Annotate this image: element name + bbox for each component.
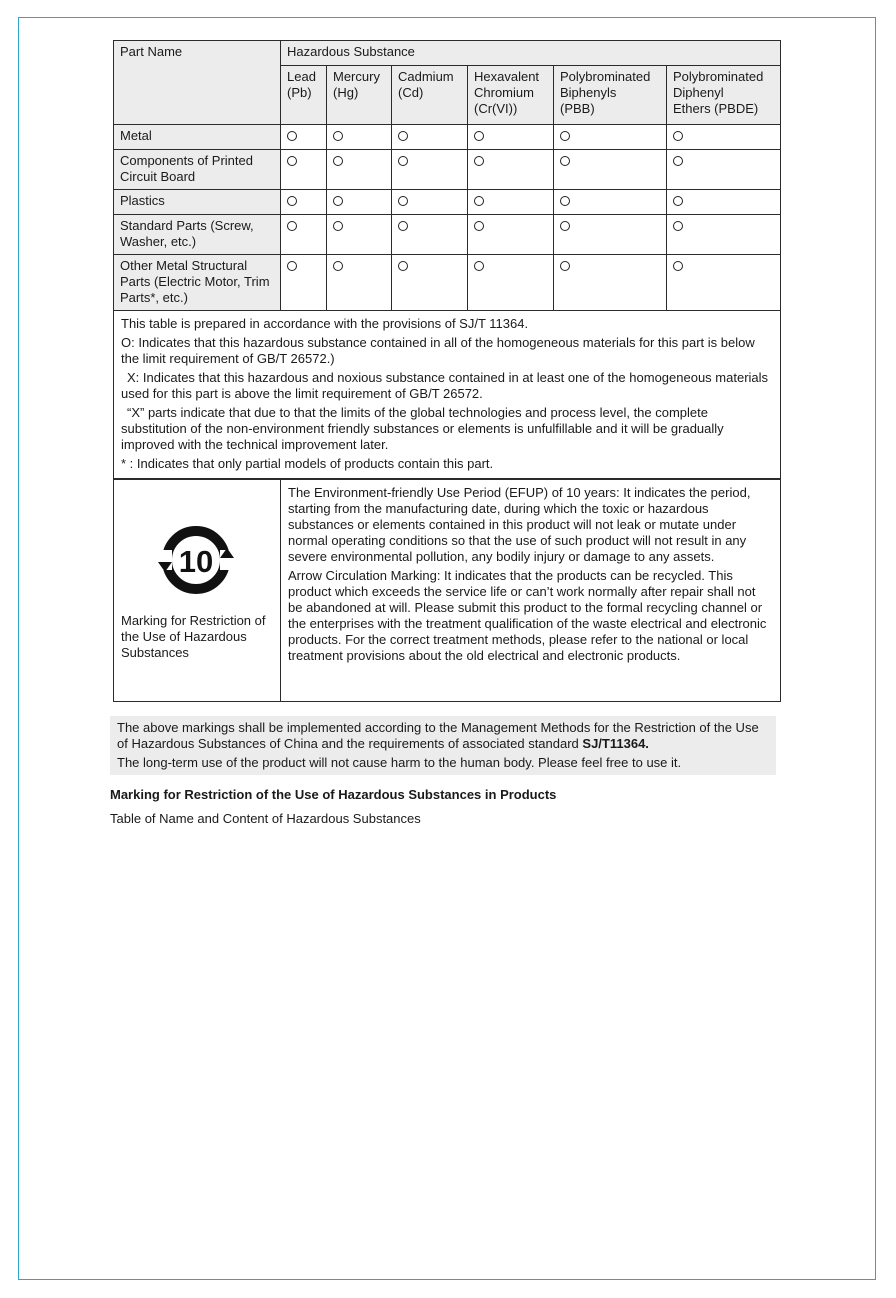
circle-mark-icon — [474, 196, 484, 206]
compliance-mark-cell — [554, 190, 667, 215]
table-row — [114, 190, 781, 215]
compliance-mark-cell — [392, 125, 468, 150]
compliance-mark-cell — [327, 215, 392, 255]
compliance-mark-cell — [468, 125, 554, 150]
efup-label: Marking for Restriction of the Use of Hazardous Substances — [121, 612, 266, 660]
compliance-mark-cell — [392, 190, 468, 215]
compliance-mark-cell — [281, 190, 327, 215]
substance-header-0: Lead (Pb) — [281, 66, 327, 125]
substance-header-1: Mercury (Hg) — [327, 66, 392, 125]
compliance-mark-cell — [468, 255, 554, 311]
note-o-definition: O: Indicates that this hazardous substance contained in all of the homogeneous materials for this part is below the limit requirement of GB/T 26572.) — [121, 335, 755, 366]
compliance-mark-cell — [667, 255, 781, 311]
compliance-standard: SJ/T11364. — [582, 736, 649, 751]
arrow-circulation-text: Arrow Circulation Marking: It indicates that the products can be recycled. This product which exceeds the service life or can’t work normally after repair shall not be abandoned at will. Please submit this product to the formal recycling channel or the enterprises with the treatment qualification of the waste electrical and electronic products. For the correct treatment methods, please refer to the national or local treatment provisions about the old electrical and electronic products. — [288, 568, 767, 663]
compliance-mark-cell — [554, 150, 667, 190]
part-name-cell: Plastics — [114, 190, 281, 215]
circle-mark-icon — [333, 156, 343, 166]
compliance-notice — [110, 716, 776, 775]
section-title: Marking for Restriction of the Use of Hazardous Substances in Products — [110, 787, 557, 802]
part-name-cell: Components of Printed Circuit Board — [114, 150, 281, 190]
compliance-line-2: The long-term use of the product will not cause harm to the human body. Please feel free to use it. — [117, 755, 682, 770]
part-name-cell: Metal — [114, 125, 281, 150]
compliance-mark-cell — [327, 125, 392, 150]
part-name-cell: Other Metal Structural Parts (Electric Motor, Trim Parts*, etc.) — [114, 255, 281, 311]
circle-mark-icon — [673, 261, 683, 271]
compliance-mark-cell — [468, 215, 554, 255]
compliance-mark-cell — [281, 125, 327, 150]
note-standard: This table is prepared in accordance with the provisions of SJ/T 11364. — [121, 316, 529, 331]
compliance-mark-cell — [327, 190, 392, 215]
compliance-mark-cell — [667, 190, 781, 215]
section-subtitle: Table of Name and Content of Hazardous Substances — [110, 811, 421, 826]
efup-period-text: The Environment-friendly Use Period (EFUP) of 10 years: It indicates the period, starting from the manufacturing date, during which the toxic or hazardous substances or elements contained in this product will not leak or mutate under normal operating conditions so that the use of such product will not result in any severe environmental pollution, any bodily injury or damage to any assets. — [288, 485, 751, 564]
compliance-mark-cell — [392, 255, 468, 311]
circle-mark-icon — [333, 196, 343, 206]
circle-mark-icon — [474, 156, 484, 166]
table-row — [114, 150, 781, 190]
compliance-mark-cell — [554, 215, 667, 255]
hazardous-substance-header: Hazardous Substance — [281, 41, 781, 66]
circle-mark-icon — [287, 131, 297, 141]
efup-description-cell — [281, 479, 781, 701]
substance-header-2: Cadmium (Cd) — [392, 66, 468, 125]
circle-mark-icon — [287, 221, 297, 231]
circle-mark-icon — [287, 196, 297, 206]
circle-mark-icon — [673, 196, 683, 206]
efup-number: 10 — [178, 544, 214, 579]
circle-mark-icon — [398, 261, 408, 271]
circle-mark-icon — [287, 261, 297, 271]
circle-mark-icon — [560, 261, 570, 271]
note-asterisk: * : Indicates that only partial models of products contain this part. — [121, 456, 494, 471]
substance-header-4: Polybrominated Biphenyls (PBB) — [554, 66, 667, 125]
compliance-mark-cell — [281, 150, 327, 190]
circle-mark-icon — [398, 131, 408, 141]
note-x-parts: “X” parts indicate that due to that the limits of the global technologies and process level, the complete substitution of the non-environment friendly substances or elements is unfulfillable and it will be gradually improved with the technical improvement later. — [121, 405, 724, 452]
circle-mark-icon — [560, 221, 570, 231]
compliance-mark-cell — [392, 215, 468, 255]
circle-mark-icon — [474, 221, 484, 231]
table-row — [114, 125, 781, 150]
compliance-mark-cell — [327, 150, 392, 190]
hazardous-substance-table — [113, 40, 781, 702]
circle-mark-icon — [333, 221, 343, 231]
table-notes — [114, 311, 781, 480]
compliance-mark-cell — [468, 190, 554, 215]
compliance-mark-cell — [667, 150, 781, 190]
circle-mark-icon — [474, 131, 484, 141]
compliance-mark-cell — [667, 215, 781, 255]
circle-mark-icon — [474, 261, 484, 271]
compliance-mark-cell — [281, 255, 327, 311]
substance-header-3: Hexavalent Chromium (Cr(VI)) — [468, 66, 554, 125]
circle-mark-icon — [560, 156, 570, 166]
circle-mark-icon — [398, 156, 408, 166]
efup-marking-cell — [114, 479, 281, 701]
circle-mark-icon — [673, 221, 683, 231]
circle-mark-icon — [333, 131, 343, 141]
compliance-mark-cell — [281, 215, 327, 255]
circle-mark-icon — [398, 221, 408, 231]
part-name-cell: Standard Parts (Screw, Washer, etc.) — [114, 215, 281, 255]
compliance-mark-cell — [392, 150, 468, 190]
compliance-mark-cell — [667, 125, 781, 150]
circle-mark-icon — [333, 261, 343, 271]
compliance-mark-cell — [468, 150, 554, 190]
substance-header-5: Polybrominated Diphenyl Ethers (PBDE) — [667, 66, 781, 125]
table-row — [114, 215, 781, 255]
circle-mark-icon — [673, 131, 683, 141]
efup-10-icon — [156, 524, 236, 596]
part-name-header: Part Name — [114, 41, 281, 125]
circle-mark-icon — [398, 196, 408, 206]
circle-mark-icon — [673, 156, 683, 166]
compliance-mark-cell — [554, 255, 667, 311]
note-x-definition: X: Indicates that this hazardous and noxious substance contained in at least one of the homogeneous materials used for this part is above the limit requirement of GB/T 26572. — [121, 370, 769, 401]
table-row — [114, 255, 781, 311]
compliance-mark-cell — [327, 255, 392, 311]
circle-mark-icon — [287, 156, 297, 166]
compliance-line-1: The above markings shall be implemented according to the Management Methods for the Restriction of the Use of Hazardous Substances of China and the requirements of associated standard — [117, 720, 759, 751]
table-body — [114, 125, 781, 311]
circle-mark-icon — [560, 196, 570, 206]
compliance-mark-cell — [554, 125, 667, 150]
circle-mark-icon — [560, 131, 570, 141]
